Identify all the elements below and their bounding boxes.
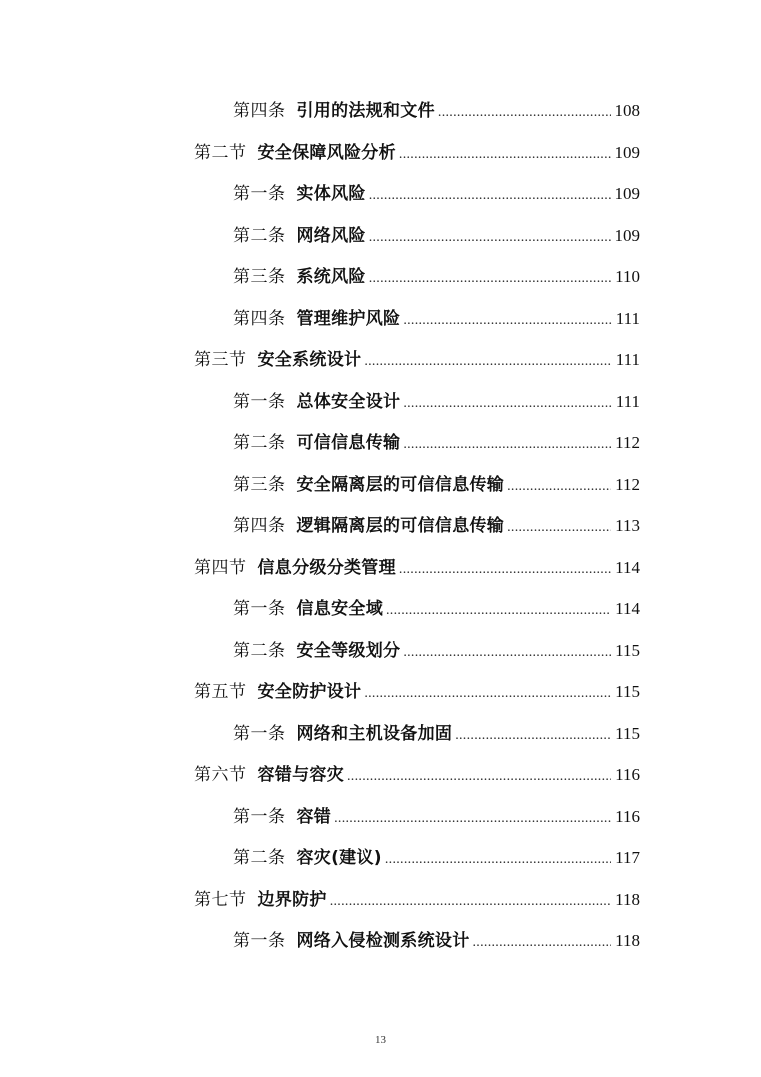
- toc-dot-leader: [403, 632, 611, 674]
- toc-entry-page: 114: [615, 557, 640, 577]
- toc-entry-article[interactable]: [0, 381, 761, 423]
- toc-entry-title: 总体安全设计: [296, 391, 401, 412]
- toc-entry-number: 第四条: [233, 308, 286, 329]
- table-of-contents: [0, 90, 761, 962]
- toc-entry-title: 容错与容灾: [257, 765, 344, 785]
- toc-entry-title: 可信信息传输: [296, 433, 401, 453]
- toc-entry-number: 第二条: [233, 433, 286, 453]
- toc-entry-number: 第六节: [194, 765, 247, 785]
- toc-entry-number: 第二条: [233, 848, 286, 868]
- toc-entry-number: 第三条: [233, 267, 286, 287]
- toc-entry-title: 安全隔离层的可信信息传输: [296, 474, 505, 495]
- toc-entry-line: [194, 754, 640, 798]
- toc-dot-leader: [507, 466, 611, 508]
- toc-entry-number: 第一条: [233, 806, 286, 827]
- toc-entry-page: 108: [614, 101, 640, 120]
- toc-dot-leader: [347, 756, 611, 798]
- toc-entry-title: 边界防护: [257, 889, 327, 910]
- toc-entry-title: 信息分级分类管理: [257, 557, 396, 578]
- toc-entry-article[interactable]: [0, 464, 761, 506]
- toc-entry-line: [233, 837, 640, 881]
- toc-entry-line: [194, 132, 640, 176]
- toc-entry-title: 信息安全域: [296, 599, 383, 619]
- toc-entry-number: 第一条: [233, 931, 286, 951]
- toc-entry-title: 引用的法规和文件: [296, 101, 435, 121]
- toc-entry-number: 第一条: [233, 391, 286, 412]
- toc-entry-page: 117: [615, 848, 640, 867]
- toc-entry-number: 第五节: [194, 682, 247, 702]
- toc-entry-line: [233, 173, 640, 217]
- toc-dot-leader: [403, 424, 611, 466]
- toc-entry-page: 115: [615, 640, 640, 660]
- toc-dot-leader: [403, 383, 611, 425]
- toc-entry-title: 管理维护风险: [296, 308, 401, 329]
- toc-entry-line: [233, 505, 640, 549]
- toc-entry-line: [233, 588, 640, 632]
- toc-entry-section[interactable]: [0, 339, 761, 381]
- toc-entry-title: 容错: [296, 806, 332, 827]
- toc-entry-article[interactable]: [0, 713, 761, 755]
- toc-entry-number: 第三节: [194, 350, 247, 370]
- toc-entry-article[interactable]: [0, 422, 761, 464]
- toc-entry-page: 118: [615, 931, 640, 950]
- toc-entry-article[interactable]: [0, 630, 761, 672]
- toc-entry-page: 111: [615, 350, 640, 369]
- toc-entry-page: 109: [614, 142, 640, 162]
- toc-dot-leader: [364, 673, 611, 715]
- toc-entry-title: 网络风险: [296, 225, 366, 246]
- toc-entry-title: 安全保障风险分析: [257, 142, 396, 163]
- toc-entry-page: 110: [615, 267, 640, 286]
- toc-entry-article[interactable]: [0, 256, 761, 298]
- toc-entry-page: 118: [615, 889, 640, 909]
- toc-entry-line: [194, 879, 640, 923]
- toc-entry-page: 109: [614, 225, 640, 245]
- toc-dot-leader: [455, 715, 611, 757]
- toc-entry-number: 第二节: [194, 142, 247, 163]
- toc-dot-leader: [330, 881, 611, 923]
- toc-entry-page: 115: [615, 723, 640, 743]
- toc-entry-number: 第二条: [233, 640, 286, 661]
- toc-entry-line: [233, 464, 640, 508]
- toc-entry-title: 网络入侵检测系统设计: [296, 931, 470, 951]
- toc-entry-article[interactable]: [0, 796, 761, 838]
- toc-entry-number: 第七节: [194, 889, 247, 910]
- toc-entry-number: 第一条: [233, 723, 286, 744]
- toc-entry-title: 网络和主机设备加固: [296, 723, 453, 744]
- toc-entry-section[interactable]: [0, 132, 761, 174]
- toc-entry-number: 第一条: [233, 184, 286, 204]
- toc-entry-section[interactable]: [0, 671, 761, 713]
- toc-entry-page: 112: [615, 474, 640, 494]
- toc-entry-article[interactable]: [0, 588, 761, 630]
- toc-entry-page: 111: [615, 391, 640, 411]
- toc-entry-title: 逻辑隔离层的可信信息传输: [296, 516, 505, 536]
- toc-entry-line: [233, 422, 640, 466]
- toc-entry-page: 116: [615, 806, 640, 826]
- toc-entry-article[interactable]: [0, 837, 761, 879]
- toc-dot-leader: [399, 134, 611, 176]
- toc-entry-title: 实体风险: [296, 184, 366, 204]
- toc-entry-article[interactable]: [0, 505, 761, 547]
- toc-entry-line: [194, 339, 640, 383]
- toc-entry-line: [194, 671, 640, 715]
- toc-entry-article[interactable]: [0, 298, 761, 340]
- toc-entry-number: 第四条: [233, 516, 286, 536]
- toc-entry-title: 容灾(建议): [296, 848, 382, 868]
- toc-entry-article[interactable]: [0, 173, 761, 215]
- toc-dot-leader: [507, 507, 611, 549]
- toc-entry-line: [194, 547, 640, 591]
- toc-entry-title: 安全等级划分: [296, 640, 401, 661]
- toc-entry-page: 111: [615, 308, 640, 328]
- toc-dot-leader: [369, 217, 611, 259]
- toc-entry-line: [233, 298, 640, 342]
- toc-entry-page: 109: [614, 184, 640, 203]
- toc-entry-line: [233, 256, 640, 300]
- toc-entry-article[interactable]: [0, 215, 761, 257]
- toc-entry-number: 第四节: [194, 557, 247, 578]
- toc-dot-leader: [473, 922, 612, 964]
- toc-entry-line: [233, 90, 640, 134]
- toc-entry-page: 112: [615, 433, 640, 452]
- toc-dot-leader: [369, 258, 611, 300]
- toc-entry-section[interactable]: [0, 547, 761, 589]
- page-number: 13: [375, 1034, 386, 1046]
- toc-entry-article[interactable]: [0, 920, 761, 962]
- toc-entry-page: 116: [615, 765, 640, 784]
- toc-entry-page: 113: [615, 516, 640, 535]
- toc-dot-leader: [403, 300, 611, 342]
- toc-dot-leader: [386, 590, 611, 632]
- toc-entry-title: 系统风险: [296, 267, 366, 287]
- toc-entry-section[interactable]: [0, 879, 761, 921]
- toc-entry-number: 第一条: [233, 599, 286, 619]
- toc-entry-article[interactable]: [0, 90, 761, 132]
- toc-dot-leader: [364, 341, 611, 383]
- toc-dot-leader: [438, 92, 611, 134]
- toc-dot-leader: [369, 175, 611, 217]
- toc-entry-number: 第二条: [233, 225, 286, 246]
- toc-entry-line: [233, 713, 640, 757]
- toc-entry-page: 115: [615, 682, 640, 701]
- toc-entry-line: [233, 796, 640, 840]
- toc-entry-number: 第四条: [233, 101, 286, 121]
- toc-entry-line: [233, 215, 640, 259]
- toc-dot-leader: [334, 798, 611, 840]
- toc-entry-number: 第三条: [233, 474, 286, 495]
- toc-entry-line: [233, 920, 640, 964]
- toc-dot-leader: [385, 839, 611, 881]
- toc-entry-page: 114: [615, 599, 640, 618]
- toc-entry-title: 安全防护设计: [257, 682, 362, 702]
- toc-entry-line: [233, 630, 640, 674]
- toc-dot-leader: [399, 549, 611, 591]
- toc-entry-title: 安全系统设计: [257, 350, 362, 370]
- toc-entry-line: [233, 381, 640, 425]
- toc-entry-section[interactable]: [0, 754, 761, 796]
